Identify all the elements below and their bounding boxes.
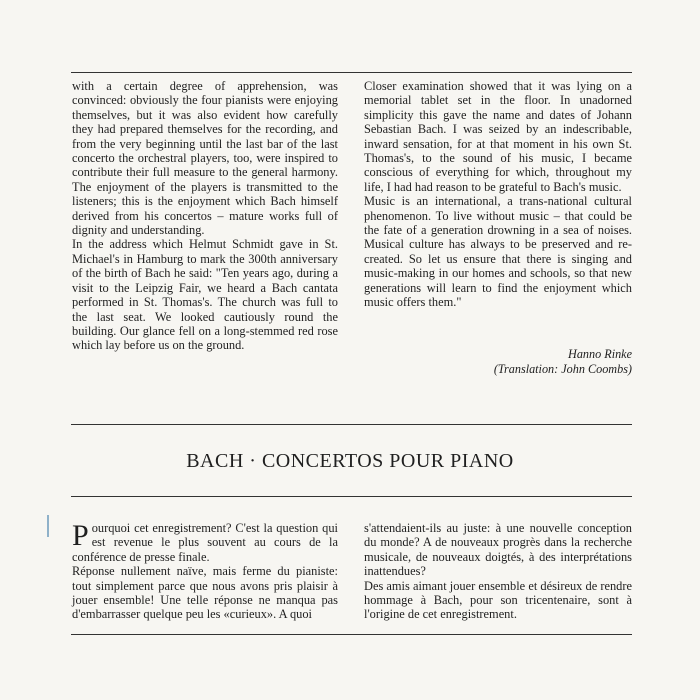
french-paragraph	[72, 521, 338, 564]
signature-block	[494, 347, 632, 377]
page-edge-mark	[47, 515, 49, 537]
translation-credit: (Translation: John Coombs)	[493, 362, 632, 376]
french-paragraph: s'attendaient-ils au juste: à une nouvelle conception du monde? A de nouveaux progrès dans la recherche musicale, de nouveaux doigtés, à des interprétations inattendues?	[364, 521, 632, 579]
french-paragraph-text: ourquoi cet enregistrement? C'est la question qui est revenue le plus souvent au cours de la conférence de presse finale.	[72, 521, 338, 564]
english-paragraph: with a certain degree of apprehension, was convinced: obviously the four pianists were enjoying themselves, but it was also evident how carefully they had prepared themselves for the recording, and from the very beginning until the last bar of the last concerto the orchestral players, too, were inspired to contribute their full measure to the general harmony. The enjoyment of the players is transmitted to the listeners; this is the enjoyment which Bach himself derived from his concertos – mature works full of dignity and understanding.	[72, 79, 338, 238]
english-paragraph: Closer examination showed that it was lying on a memorial tablet set in the floor. In unadorned simplicity this gave the name and dates of Johann Sebastian Bach. I was seized by an indescribable, inward sensation, for at that moment in his own St. Thomas's, to the sound of his music, I became conscious of everything for which, throughout my life, I had had reason to be grateful to Bach's music.	[364, 79, 632, 194]
english-paragraph: Music is an international, a trans-national cultural phenomenon. To live without music – that could be the fate of a generation drowning in a sea of noises. Musical culture has always to be preserved and re-created. So let us ensure that there is singing and music-making in our homes and schools, so that new generations will learn to find the enjoyment which music offers them."	[364, 194, 632, 310]
section-top-rule	[71, 424, 632, 425]
english-right-column	[364, 79, 632, 310]
english-paragraph: In the address which Helmut Schmidt gave in St. Michael's in Hamburg to mark the 300th anniversary of the birth of Bach he said: "Ten years ago, during a visit to the Leipzig Fair, we heard a Bach cantata performed in St. Thomas's. The church was full to the last seat. We looked cautiously round the building. Our glance fell on a long-stemmed red rose which lay before us on the ground.	[72, 237, 338, 353]
author-name: Hanno Rinke	[568, 347, 632, 361]
french-right-column	[364, 521, 632, 622]
french-left-column	[72, 521, 338, 622]
english-left-column	[72, 79, 338, 353]
french-paragraph: Des amis aimant jouer ensemble et désireux de rendre hommage à Bach, pour son tricentenaire, sont à l'origine de cet enregistrement.	[364, 578, 632, 622]
drop-cap: P	[72, 519, 89, 552]
bottom-rule	[71, 634, 632, 635]
french-paragraph: Réponse nullement naïve, mais ferme du pianiste: tout simplement parce que nous avons pris plaisir à jouer ensemble! Une telle réponse ne manqua pas d'embarrasser quelque peu les «curieux». A quoi	[72, 564, 338, 622]
section-bottom-rule	[71, 496, 632, 497]
top-rule	[71, 72, 632, 73]
section-title: BACH · CONCERTOS POUR PIANO	[186, 450, 514, 472]
